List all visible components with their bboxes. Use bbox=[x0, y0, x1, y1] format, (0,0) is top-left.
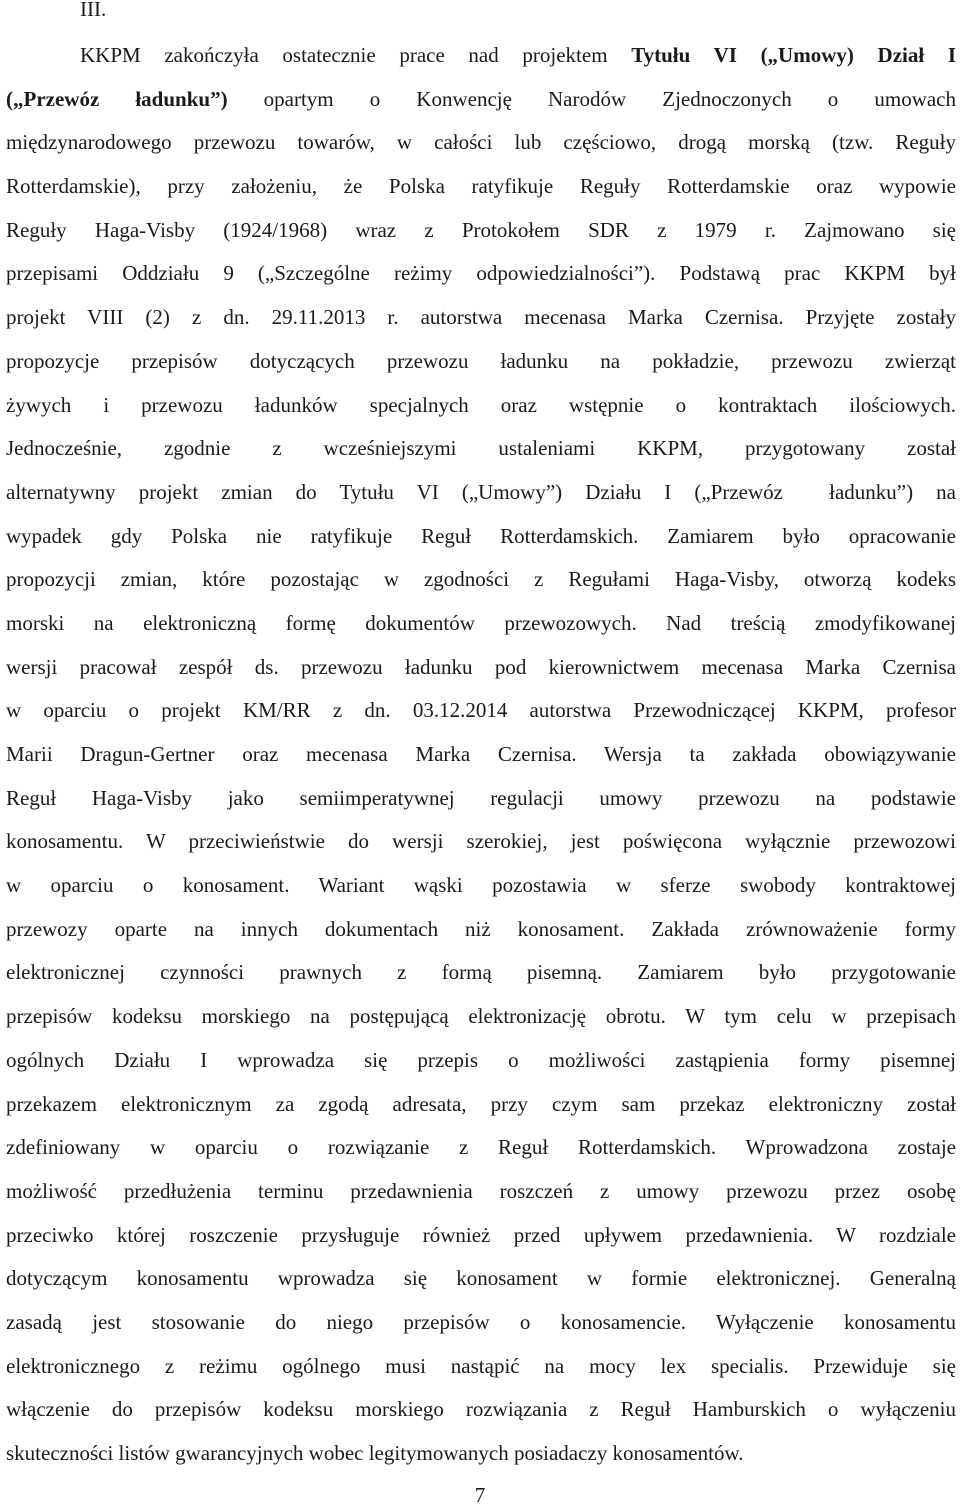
text-line bbox=[6, 558, 956, 602]
text-segment: międzynarodowego przewozu towarów, w całości lub częściowo, drogą morską (tzw. Reguły bbox=[6, 130, 956, 155]
text-segment: konosamentu. W przeciwieństwie do wersji szerokiej, jest poświęcona wyłącznie przewozowi bbox=[6, 829, 956, 854]
text-segment: KKPM zakończyła ostatecznie prace nad projektem bbox=[80, 43, 632, 67]
text-segment: w oparciu o konosament. Wariant wąski pozostawia w sferze swobody kontraktowej bbox=[6, 873, 956, 898]
text-segment: Reguł Haga-Visby jako semiimperatywnej regulacji umowy przewozu na podstawie bbox=[6, 785, 956, 810]
text-segment: elektronicznej czynności prawnych z formą pisemną. Zamiarem było przygotowanie bbox=[6, 960, 956, 985]
text-segment: zdefiniowany w oparciu o rozwiązanie z Reguł Rotterdamskich. Wprowadzona zostaje bbox=[6, 1135, 956, 1160]
text-line bbox=[6, 864, 956, 908]
text-line bbox=[6, 340, 956, 384]
text-line bbox=[6, 1126, 956, 1170]
text-line bbox=[6, 384, 956, 428]
text-line bbox=[6, 733, 956, 777]
text-line bbox=[6, 34, 956, 78]
text-line bbox=[6, 1170, 956, 1214]
text-line bbox=[6, 121, 956, 165]
text-line bbox=[6, 209, 956, 253]
text-line bbox=[6, 78, 956, 122]
text-segment: ogólnych Działu I wprowadza się przepis o możliwości zastąpienia formy pisemnej bbox=[6, 1047, 956, 1072]
text-segment: elektronicznego z reżimu ogólnego musi nastąpić na mocy lex specialis. Przewiduje się bbox=[6, 1353, 956, 1378]
text-line bbox=[6, 646, 956, 690]
text-line bbox=[6, 1388, 956, 1432]
text-line bbox=[6, 296, 956, 340]
text-segment: Reguły Haga-Visby (1924/1968) wraz z Protokołem SDR z 1979 r. Zajmowano się bbox=[6, 217, 956, 242]
text-segment: alternatywny projekt zmian do Tytułu VI („Umowy”) Działu I („Przewóz ładunku”) na bbox=[6, 479, 956, 504]
text-segment: morski na elektroniczną formę dokumentów przewozowych. Nad treścią zmodyfikowanej bbox=[6, 610, 956, 635]
text-segment: Jednocześnie, zgodnie z wcześniejszymi ustaleniami KKPM, przygotowany został bbox=[6, 436, 956, 461]
text-segment: przepisów kodeksu morskiego na postępującą elektronizację obrotu. W tym celu w przepisach bbox=[6, 1004, 956, 1029]
text-line bbox=[6, 908, 956, 952]
text-segment: przepisami Oddziału 9 („Szczególne reżimy odpowiedzialności”). Podstawą prac KKPM był bbox=[6, 261, 956, 286]
text-line bbox=[6, 165, 956, 209]
text-line bbox=[6, 1345, 956, 1389]
text-segment: propozycji zmian, które pozostając w zgodności z Regułami Haga-Visby, otworzą kodeks bbox=[6, 567, 956, 592]
text-line bbox=[6, 777, 956, 821]
text-segment: włączenie do przepisów kodeksu morskiego rozwiązania z Reguł Hamburskich o wyłączeniu bbox=[6, 1397, 956, 1422]
text-segment: w oparciu o projekt KM/RR z dn. 03.12.2014 autorstwa Przewodniczącej KKPM, profesor bbox=[6, 698, 956, 723]
text-segment: propozycje przepisów dotyczących przewozu ładunku na pokładzie, przewozu zwierząt bbox=[6, 348, 956, 373]
text-segment: Marii Dragun-Gertner oraz mecenasa Marka Czernisa. Wersja ta zakłada obowiązywanie bbox=[6, 742, 956, 766]
text-segment: żywych i przewozu ładunków specjalnych oraz wstępnie o kontraktach ilościowych. bbox=[6, 392, 956, 417]
text-segment: wypadek gdy Polska nie ratyfikuje Reguł Rotterdamskich. Zamiarem było opracowanie bbox=[6, 523, 956, 548]
text-segment: dotyczącym konosamentu wprowadza się konosament w formie elektronicznej. Generalną bbox=[6, 1266, 956, 1291]
text-segment: przewozy oparte na innych dokumentach niż konosament. Zakłada zrównoważenie formy bbox=[6, 916, 956, 941]
section-heading: III. bbox=[80, 0, 107, 21]
text-line bbox=[6, 1257, 956, 1301]
bold-text-segment: („Przewóz ładunku”) bbox=[6, 86, 228, 111]
text-segment: Rotterdamskie), przy założeniu, że Polska ratyfikuje Reguły Rotterdamskie oraz wypowie bbox=[6, 174, 956, 199]
text-line bbox=[6, 1083, 956, 1127]
text-line bbox=[6, 471, 956, 515]
text-line bbox=[6, 427, 956, 471]
text-line bbox=[6, 602, 956, 646]
text-segment: projekt VIII (2) z dn. 29.11.2013 r. autorstwa mecenasa Marka Czernisa. Przyjęte zostały bbox=[6, 305, 956, 330]
page-number: 7 bbox=[474, 1483, 486, 1507]
text-line bbox=[6, 820, 956, 864]
text-segment: przeciwko której roszczenie przysługuje również przed upływem przedawnienia. W rozdziale bbox=[6, 1222, 956, 1247]
text-line bbox=[6, 515, 956, 559]
text-line bbox=[6, 951, 956, 995]
text-line bbox=[6, 1301, 956, 1345]
bold-text-segment: Tytułu VI („Umowy) Dział I bbox=[631, 43, 956, 67]
text-segment: skuteczności listów gwarancyjnych wobec legitymowanych posiadaczy konosamentów. bbox=[6, 1441, 744, 1465]
text-segment: zasadą jest stosowanie do niego przepisów o konosamencie. Wyłączenie konosamentu bbox=[6, 1309, 956, 1334]
body-paragraph bbox=[6, 34, 956, 1476]
text-segment: wersji pracował zespół ds. przewozu ładunku pod kierownictwem mecenasa Marka Czernisa bbox=[6, 654, 956, 679]
text-line bbox=[6, 252, 956, 296]
text-line bbox=[6, 1214, 956, 1258]
text-segment: możliwość przedłużenia terminu przedawnienia roszczeń z umowy przewozu przez osobę bbox=[6, 1178, 956, 1203]
text-line bbox=[6, 689, 956, 733]
text-segment: opartym o Konwencję Narodów Zjednoczonych o umowach bbox=[227, 86, 956, 111]
text-line bbox=[6, 1039, 956, 1083]
text-segment: przekazem elektronicznym za zgodą adresata, przy czym sam przekaz elektroniczny został bbox=[6, 1091, 956, 1116]
text-line bbox=[6, 995, 956, 1039]
text-line bbox=[6, 1432, 956, 1476]
